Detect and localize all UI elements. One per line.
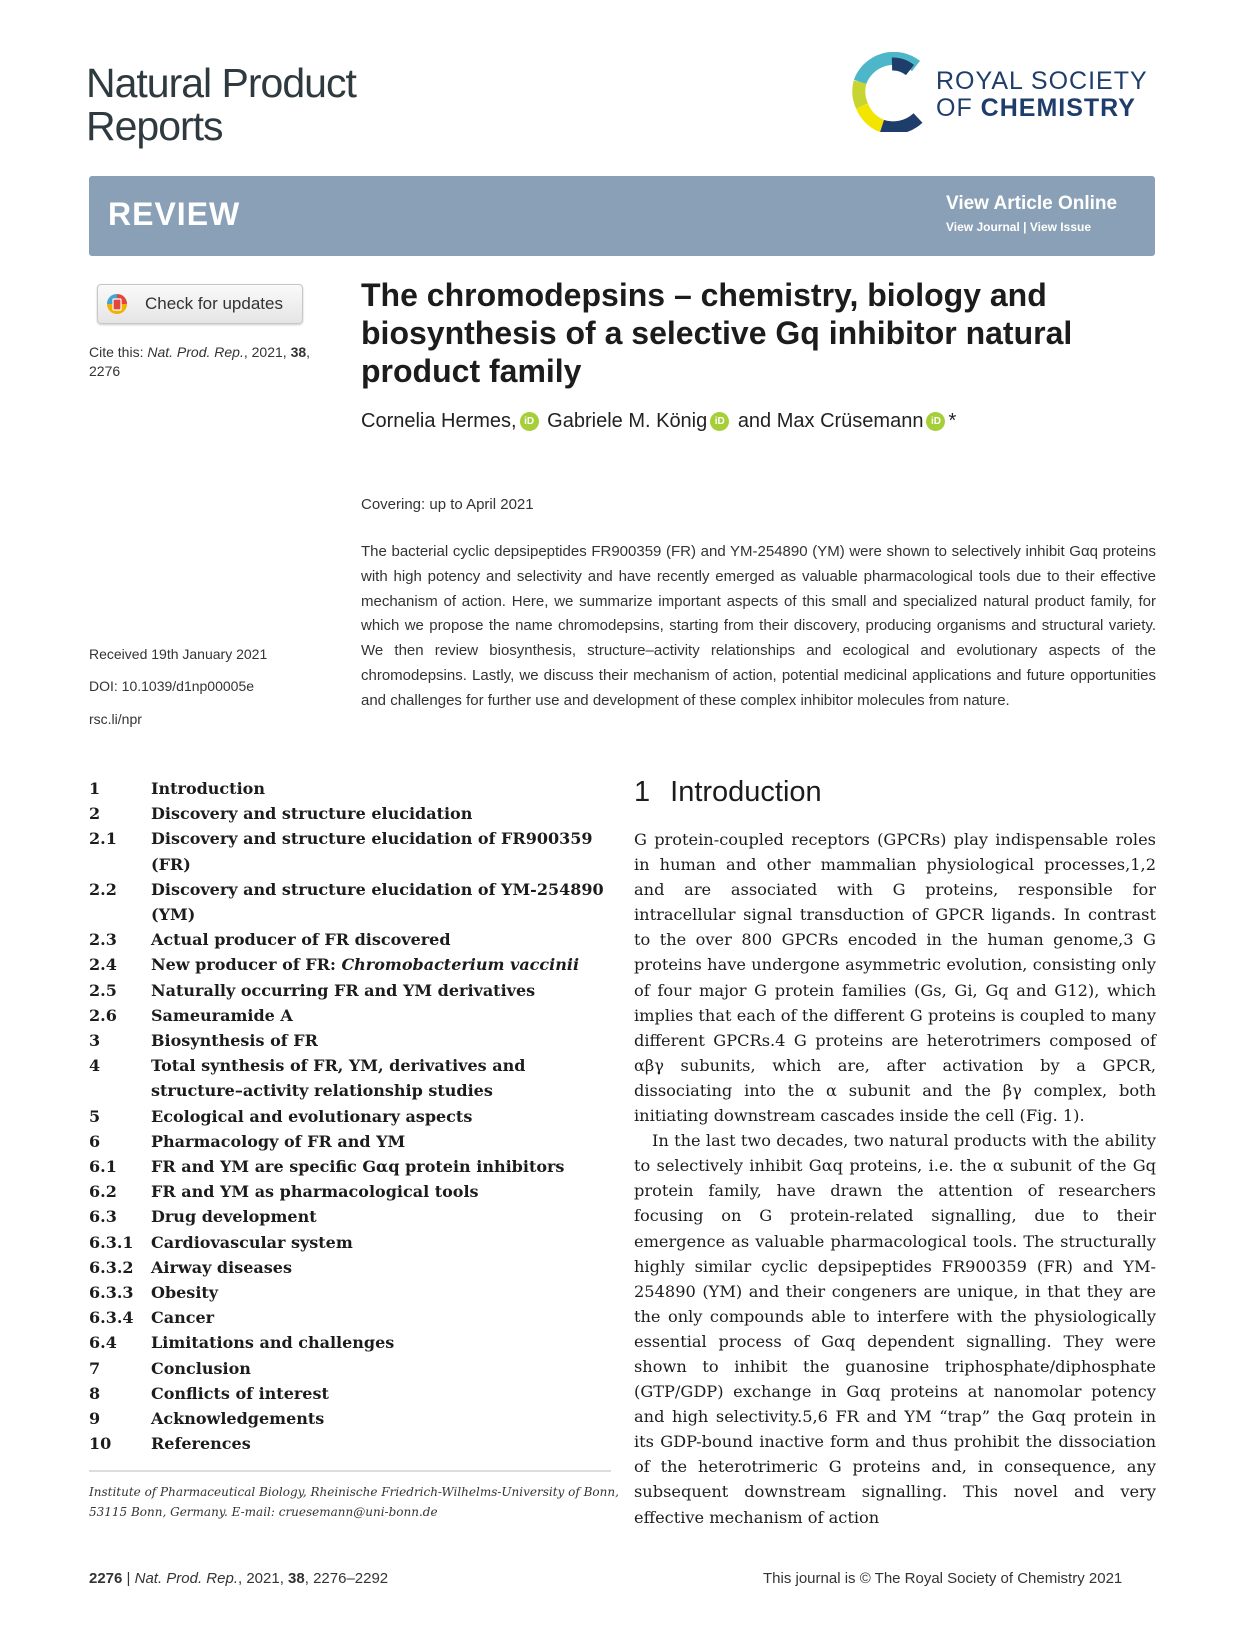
toc-item-number: 4 — [89, 1056, 101, 1076]
toc-item-title: Biosynthesis of FR — [151, 1031, 318, 1051]
toc-item-number: 2 — [89, 804, 101, 824]
toc-item[interactable] — [89, 1179, 614, 1204]
received-date: Received 19th January 2021 — [89, 646, 268, 662]
toc-item-number: 5 — [89, 1106, 101, 1126]
citation: Cite this: Nat. Prod. Rep., 2021, 38, 2276 — [89, 344, 311, 379]
toc-item-number: 2.2 — [89, 879, 117, 899]
toc-item-title: Obesity — [151, 1283, 219, 1303]
toc-item-title: Ecological and evolutionary aspects — [151, 1106, 473, 1126]
journal-url[interactable]: rsc.li/npr — [89, 711, 142, 727]
author-affiliation: Institute of Pharmaceutical Biology, Rheinische Friedrich-Wilhelms-University of Bonn, 53115 Bonn, Germany. E-mail: cruesemann@uni-bonn.de — [89, 1485, 619, 1519]
view-journal-link[interactable]: View Journal — [946, 220, 1020, 234]
article-type-banner — [89, 176, 1155, 256]
toc-item-number: 6.3 — [89, 1207, 117, 1227]
toc-item-title: Airway diseases — [151, 1257, 292, 1277]
toc-item-title: FR and YM are specific Gαq protein inhibitors — [151, 1157, 565, 1177]
toc-item-title: Cancer — [151, 1308, 215, 1328]
doi[interactable]: DOI: 10.1039/d1np00005e — [89, 678, 255, 694]
toc-item-number: 6 — [89, 1131, 101, 1151]
toc-item[interactable] — [89, 1356, 614, 1381]
author-koenig: Gabriele M. König — [547, 410, 708, 432]
toc-item-number: 3 — [89, 1031, 101, 1051]
toc-item-title: Discovery and structure elucidation — [151, 804, 473, 824]
publisher-line1: ROYAL SOCIETY — [936, 67, 1148, 95]
toc-item[interactable] — [89, 978, 614, 1003]
rsc-logo-mark — [852, 52, 932, 132]
copyright-notice: This journal is © The Royal Society of Chemistry 2021 — [763, 1570, 1123, 1587]
section-title: Introduction — [670, 776, 822, 808]
corresponding-author-mark: * — [948, 410, 957, 432]
toc-item-number: 2.4 — [89, 955, 117, 975]
toc-item-number: 2.6 — [89, 1005, 117, 1025]
orcid-icon[interactable]: iD — [710, 412, 729, 431]
toc-item-title: Discovery and structure elucidation of FR900359 (FR) — [151, 829, 593, 874]
toc-item-title: Naturally occurring FR and YM derivatives — [151, 980, 536, 1000]
toc-item-number: 7 — [89, 1358, 101, 1378]
toc-item-title: Discovery and structure elucidation of YM-254890 (YM) — [151, 879, 604, 925]
check-updates-icon — [106, 293, 128, 315]
toc-item[interactable] — [89, 1053, 614, 1103]
author-list — [361, 410, 956, 433]
toc-item-number: 2.5 — [89, 980, 117, 1000]
footnote-divider — [89, 1470, 611, 1472]
section-heading — [634, 776, 822, 809]
toc-item-number: 9 — [89, 1409, 101, 1429]
toc-item[interactable] — [89, 1028, 614, 1053]
abstract: The bacterial cyclic depsipeptides FR900359 (FR) and YM-254890 (YM) were shown to selectively inhibit Gαq proteins with high potency and selectivity and have recently emerged as valuable pharmacological tools due to their effective mechanism of action. Here, we summarize important aspects of this small and specialized natural product family, for which we propose the name chromodepsins, starting from their discovery, producing organisms and structural variety. We then review biosynthesis, structure–activity relationships and ecological and evolutionary aspects of the chromodepsins. Lastly, we discuss their mechanism of action, potential medicinal applications and future opportunities and challenges for further use and development of these complex inhibitor molecules from nature. — [361, 543, 1156, 709]
toc-item[interactable] — [89, 877, 614, 927]
toc-item[interactable] — [89, 952, 614, 977]
toc-item-title: Total synthesis of FR, YM, derivatives and structure–activity relationship studies — [151, 1056, 526, 1101]
paragraph: In the last two decades, two natural products with the ability to selectively inhibit Gαq proteins, i.e. the α subunit of the Gq protein family, have drawn the attention of researchers focusing on G protein-related signalling, due to their emergence as valuable pharmacological tools. The structurally highly similar cyclic depsipeptides FR900359 (FR) and YM-254890 (YM) and their congeners are unique, in that they are the only compounds able to interfere with the physiologically essential process of Gαq dependent signalling. They were shown to inhibit the guanosine triphosphate/diphosphate (GTP/GDP) exchange in Gαq proteins at nanomolar potency and high selectivity.5,6 FR and YM “trap” the Gαq protein in its GDP-bound inactive form and thus prohibit the dissociation of the heterotrimeric G proteins and, in consequence, any subsequent downstream signalling. This novel and very effective mechanism of action — [634, 1131, 1156, 1527]
toc-item-title: Conflicts of interest — [151, 1383, 329, 1403]
journal-title — [86, 62, 356, 148]
toc-item[interactable] — [89, 927, 614, 952]
toc-item[interactable] — [89, 801, 614, 826]
toc-item-title: Drug development — [151, 1207, 317, 1227]
author-hermes: Cornelia Hermes, — [361, 410, 517, 432]
toc-item[interactable] — [89, 776, 614, 801]
toc-item-number: 6.3.2 — [89, 1257, 134, 1277]
publisher-line2: OF CHEMISTRY — [936, 94, 1136, 122]
toc-item[interactable] — [89, 1381, 614, 1406]
toc-item-title: FR and YM as pharmacological tools — [151, 1182, 479, 1202]
toc-item-title: Limitations and challenges — [151, 1333, 395, 1353]
toc-item-title: New producer of FR: Chromobacterium vaccinii — [151, 955, 580, 975]
toc-item-number: 6.3.4 — [89, 1308, 134, 1328]
publisher-name — [936, 68, 1148, 122]
author-cruesemann: and Max Crüsemann — [737, 410, 924, 432]
toc-item[interactable] — [89, 1003, 614, 1028]
toc-item-title: Sameuramide A — [151, 1005, 293, 1025]
table-of-contents — [89, 776, 614, 1456]
view-article-online-link[interactable]: View Article Online — [946, 193, 1118, 214]
toc-item[interactable] — [89, 1104, 614, 1129]
article-title: The chromodepsins – chemistry, biology and biosynthesis of a selective Gq inhibitor natural product family — [361, 277, 1073, 389]
journal-title-line1: Natural Product — [86, 60, 356, 106]
coverage-statement: Covering: up to April 2021 — [361, 496, 534, 513]
toc-item[interactable] — [89, 1129, 614, 1154]
toc-item[interactable] — [89, 826, 614, 876]
page-footer-citation: 2276 | Nat. Prod. Rep., 2021, 38, 2276–2292 — [89, 1570, 389, 1587]
toc-item-number: 6.2 — [89, 1182, 117, 1202]
orcid-icon[interactable]: iD — [926, 412, 945, 431]
toc-item-title: References — [151, 1434, 251, 1454]
toc-item-number: 6.3.1 — [89, 1232, 134, 1252]
article-type-label: REVIEW — [108, 196, 241, 232]
toc-item[interactable] — [89, 1154, 614, 1179]
toc-item-number: 2.3 — [89, 930, 117, 950]
toc-item-number: 8 — [89, 1383, 101, 1403]
toc-item-title: Pharmacology of FR and YM — [151, 1131, 406, 1151]
section-number: 1 — [634, 776, 651, 808]
toc-item[interactable] — [89, 1204, 614, 1229]
view-issue-link[interactable]: View Issue — [1029, 220, 1091, 234]
toc-item-number: 2.1 — [89, 829, 117, 849]
toc-item-number: 6.4 — [89, 1333, 117, 1353]
toc-item[interactable] — [89, 1280, 614, 1305]
toc-item[interactable] — [89, 1255, 614, 1280]
orcid-icon[interactable]: iD — [520, 412, 539, 431]
toc-item-title: Acknowledgements — [151, 1409, 325, 1429]
check-for-updates-button[interactable] — [97, 284, 303, 324]
toc-item-title: Actual producer of FR discovered — [151, 930, 451, 950]
toc-item-title: Introduction — [151, 779, 265, 798]
toc-item-number: 6.3.3 — [89, 1283, 134, 1303]
toc-item[interactable] — [89, 1406, 614, 1431]
toc-item[interactable] — [89, 1230, 614, 1255]
journal-title-line2: Reports — [86, 103, 223, 149]
toc-item-number: 10 — [89, 1434, 112, 1454]
toc-item[interactable] — [89, 1431, 614, 1456]
toc-item-number: 6.1 — [89, 1157, 117, 1177]
toc-item-title: Cardiovascular system — [151, 1232, 353, 1252]
toc-item-title: Conclusion — [151, 1358, 251, 1378]
section-body — [634, 827, 1156, 1530]
page-number: 2276 — [89, 1570, 123, 1587]
toc-item[interactable] — [89, 1330, 614, 1355]
check-for-updates-label: Check for updates — [145, 294, 283, 313]
toc-item[interactable] — [89, 1305, 614, 1330]
toc-item-number: 1 — [89, 779, 101, 798]
paragraph: G protein-coupled receptors (GPCRs) play indispensable roles in human and other mammalian physiological processes,1,2 and are associated with G proteins, responsible for intracellular signal transduction of GPCR ligands. In contrast to the over 800 GPCRs encoded in the human genome,3 G proteins have undergone asymmetric evolution, consisting only of four major G protein families (Gs, Gi, Gq and G12), which implies that each of the different G proteins is coupled to many different GPCRs.4 G proteins are heterotrimers composed of αβγ subunits, which are, after activation by a GPCR, dissociating into the α subunit and the βγ complex, both initiating downstream cascades inside the cell (Fig. 1). — [634, 830, 1156, 1126]
banner-links: View Journal | View Issue — [946, 220, 1091, 234]
